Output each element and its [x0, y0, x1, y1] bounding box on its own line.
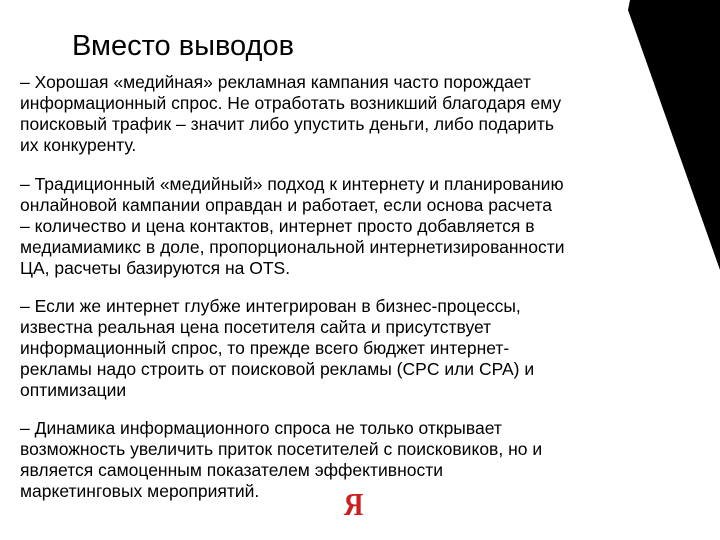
paragraph-line: – Если же интернет глубже интегрирован в бизнес-процессы, — [20, 296, 521, 316]
paragraph-line: информационный спрос. Не отработать возникший благодаря ему — [20, 93, 562, 113]
paragraph-demand-dynamics — [20, 418, 542, 502]
slide-title: Вместо выводов — [72, 30, 295, 62]
paragraph-line: их конкуренту. — [20, 135, 137, 155]
paragraph-line: маркетинговых мероприятий. — [20, 481, 260, 501]
paragraph-line: оптимизации — [20, 380, 127, 400]
paragraph-line: – количество и цена контактов, интернет просто добавляется в — [20, 216, 535, 236]
yandex-logo: Я — [343, 486, 364, 522]
paragraph-line: – Хорошая «медийная» рекламная кампания часто порождает — [20, 72, 531, 92]
paragraph-media-campaign — [20, 72, 561, 156]
paragraph-line: – Динамика информационного спроса не только открывает — [20, 418, 502, 438]
paragraph-traditional-approach — [20, 174, 565, 279]
paragraph-line: возможность увеличить приток посетителей с поисковиков, но и — [20, 439, 543, 459]
paragraph-line: поисковый трафик – значит либо упустить деньги, либо подарить — [20, 114, 554, 134]
paragraph-line: известна реальная цена посетителя сайта и присутствует — [20, 317, 492, 337]
paragraph-business-integration — [20, 296, 534, 401]
paragraph-line: онлайновой кампании оправдан и работает, если основа расчета — [20, 195, 553, 215]
paragraph-line: – Традиционный «медийный» подход к интернету и планированию — [20, 174, 564, 194]
paragraph-line: ЦА, расчеты базируются на OTS. — [20, 258, 291, 278]
paragraph-line: медиамиамикс в доле, пропорциональной интернетизированности — [20, 237, 565, 257]
paragraph-line: информационный спрос, то прежде всего бюджет интернет- — [20, 338, 510, 358]
paragraph-line: рекламы надо строить от поисковой рекламы (CPC или CPA) и — [20, 359, 535, 379]
paragraph-line: является самоценным показателем эффективности — [20, 460, 444, 480]
